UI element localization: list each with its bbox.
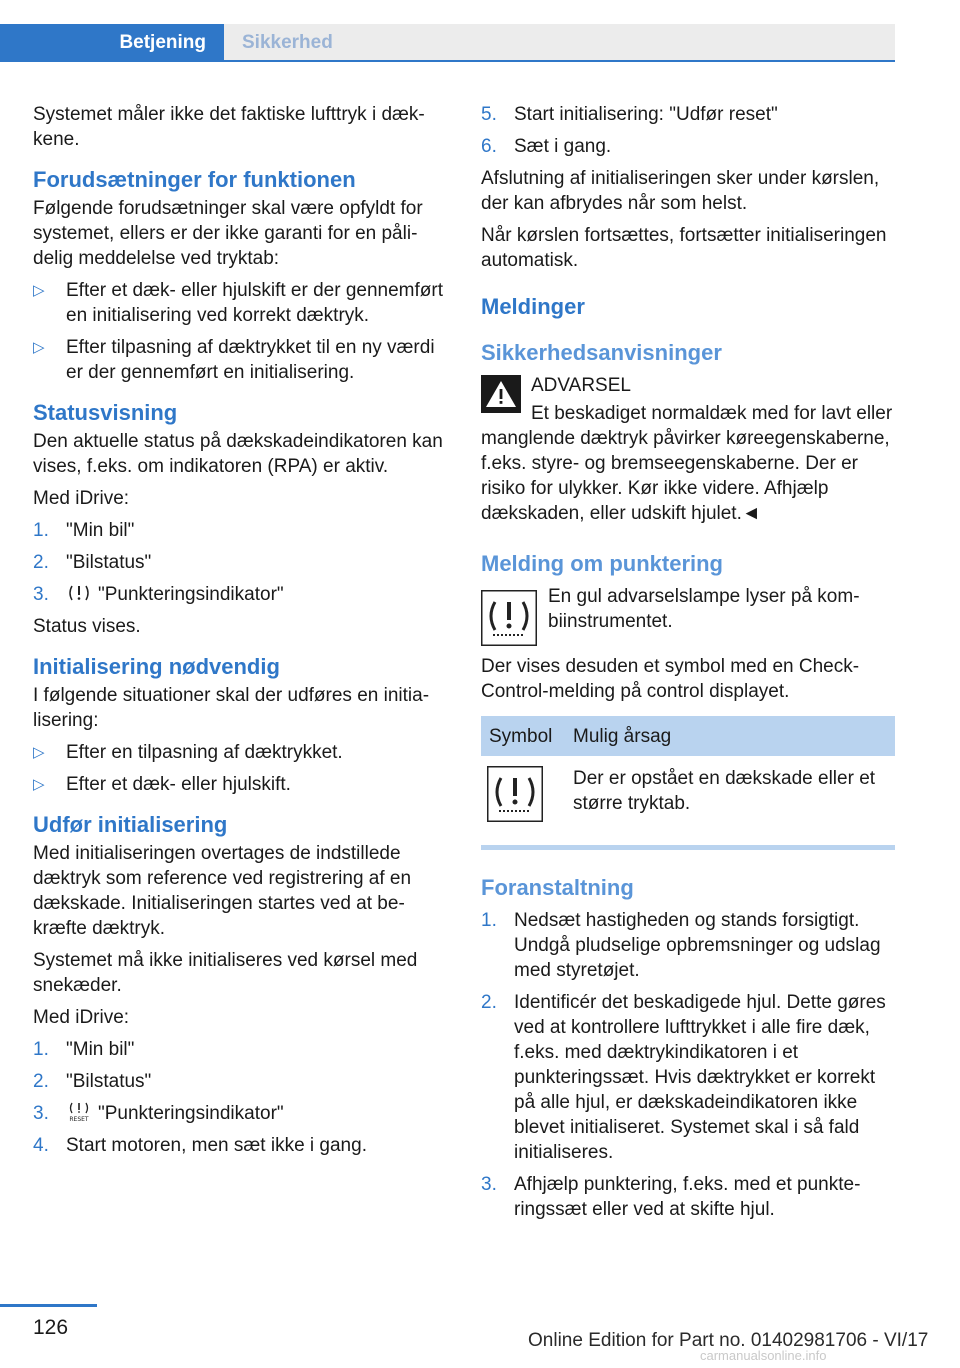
heading-forudsaetninger: Forudsætninger for funktionen: [33, 167, 356, 192]
tire-pressure-warning-icon: [481, 590, 537, 646]
heading-udfoer-initialisering: Udfør initialisering: [33, 812, 228, 837]
list-item: ▷ Efter et dæk- eller hjulskift.: [33, 774, 291, 795]
punktering-text: En gul advarselslampe lyser på kombiinstrumentet.: [548, 586, 860, 632]
list-item: ▷ Efter et dæk- eller hjulskift er der gennemført en initialisering ved korrekt dæktryk.: [33, 280, 443, 326]
table-row: [481, 756, 895, 845]
list-item: 2. "Bilstatus": [33, 552, 152, 573]
warning-label: ADVARSEL: [531, 375, 631, 396]
heading-initialisering-noedvendig: Initialisering nødvendig: [33, 654, 280, 679]
heading-meldinger: Meldinger: [481, 294, 585, 319]
list-item: 1. Nedsæt hastigheden og stands forsigtigt. Undgå pludselige opbremsninger og udslag med styretøjet.: [481, 910, 881, 981]
list-item: 1. "Min bil": [33, 1039, 135, 1060]
tire-pressure-reset-icon: [66, 1102, 92, 1122]
table-header-cause: Mulig årsag: [565, 716, 895, 756]
list-item: 3. Afhjælp punktering, f.eks. med et punkteringssæt eller ved at skifte hjul.: [481, 1174, 861, 1220]
initialisering-list: [33, 740, 448, 797]
heading-sikkerhedsanvisninger: Sikkerhedsanvisninger: [481, 340, 722, 365]
table-header-symbol: Symbol: [481, 716, 565, 756]
heading-statusvisning: Statusvisning: [33, 400, 178, 425]
idrive-label: Med iDrive:: [33, 488, 130, 509]
statusvisning-text: Den aktuelle status på dækskadeindikatoren kan vises, f.eks. om indikatoren (RPA) er aktiv.: [33, 431, 443, 477]
header-divider: [0, 60, 895, 62]
list-item: 3. RESET "Punkteringsindikator": [33, 1103, 284, 1124]
page-number: 126: [33, 1316, 69, 1339]
tire-pressure-warning-icon: [487, 766, 543, 822]
footer-divider: [0, 1304, 97, 1307]
fortsaettes-text: Når kørslen fortsættes, fortsætter initialiseringen automatisk.: [481, 225, 887, 271]
udfoer-text-2: Systemet må ikke initialiseres ved kørsel med snekæder.: [33, 950, 418, 996]
tab-sikkerhed[interactable]: Sikkerhed: [242, 32, 333, 53]
list-item: 4. Start motoren, men sæt ikke i gang.: [33, 1135, 367, 1156]
triangle-bullet-icon: ▷: [33, 744, 45, 761]
afslutning-text: Afslutning af initialiseringen sker under kørslen, der kan afbrydes når som helst.: [481, 168, 880, 214]
list-item: 6. Sæt i gang.: [481, 136, 612, 157]
initialisering-text: I følgende situationer skal der udføres en initialisering:: [33, 685, 430, 731]
list-item: 2. Identificér det beskadigede hjul. Dette gøres ved at kontrollere lufttrykket i alle fire dæk, f.eks. med dæktrykindikatoren i et punkteringssæt. Hvis dæktrykket er korrekt på alle hjul, er dækskadeindikatoren ikke blevet initialiseret. Systemet skal i så fald initialiseres.: [481, 992, 886, 1163]
initialisering-steps-cont: [481, 102, 895, 159]
left-column: [33, 102, 448, 1165]
list-item: 2. "Bilstatus": [33, 1071, 152, 1092]
intro-text: Systemet måler ikke det faktiske lufttryk i dækkene.: [33, 104, 425, 150]
table-cell-cause: Der er opstået en dækskade eller et større tryktab.: [573, 768, 876, 814]
statusvisning-steps: [33, 518, 448, 607]
checkcontrol-text: Der vises desuden et symbol med en Check-Control-melding på control displayet.: [481, 656, 860, 702]
triangle-bullet-icon: ▷: [33, 776, 45, 793]
tab-betjening[interactable]: Betjening: [0, 24, 224, 62]
status-result: Status vises.: [33, 616, 141, 637]
list-item: ▷ Efter tilpasning af dæktrykket til en ny værdi er der gennemført en initialisering.: [33, 337, 435, 383]
table-bottom-rule: [481, 845, 895, 850]
list-item: 1. "Min bil": [33, 520, 135, 541]
svg-text:RESET: RESET: [69, 1116, 89, 1122]
edition-text: Online Edition for Part no. 01402981706 - VI/17: [528, 1330, 929, 1351]
triangle-bullet-icon: ▷: [33, 339, 45, 356]
warning-triangle-icon: [481, 375, 521, 413]
right-column: [481, 102, 895, 1229]
idrive-label: Med iDrive:: [33, 1007, 130, 1028]
triangle-bullet-icon: ▷: [33, 282, 45, 299]
list-item: 5. Start initialisering: "Udfør reset": [481, 104, 778, 125]
warning-text: Et beskadiget normaldæk med for lavt eller manglende dæktryk påvirker køreegenskaberne, f.eks. styre- og bremseegenskaberne. Der er risiko for ulykker. Kør ikke videre. Afhjælp dækskaden, eller udskift hjulet.◄: [481, 403, 893, 524]
udfoer-steps: [33, 1037, 448, 1158]
symbol-table: [481, 716, 895, 845]
foranstaltning-steps: [481, 908, 895, 1222]
forudsaetninger-list: [33, 278, 448, 385]
punktering-block: [481, 584, 895, 644]
heading-foranstaltning: Foranstaltning: [481, 875, 634, 900]
list-item: 3. "Punkteringsindikator": [33, 584, 284, 605]
watermark: carmanualsonline.info: [700, 1348, 827, 1363]
forudsaetninger-text: Følgende forudsætninger skal være opfyldt for systemet, ellers er der ikke garanti for en pålidelig meddelelse ved tryktab:: [33, 198, 423, 269]
udfoer-text-1: Med initialiseringen overtages de indstillede dæktryk som reference ved registrering af en dækskade. Initialiseringen startes ved at bekræfte dæktryk.: [33, 843, 412, 939]
list-item: ▷ Efter en tilpasning af dæktrykket.: [33, 742, 343, 763]
heading-melding-om-punktering: Melding om punktering: [481, 551, 723, 576]
warning-block: [481, 373, 895, 423]
tire-pressure-warning-icon: [66, 583, 92, 603]
